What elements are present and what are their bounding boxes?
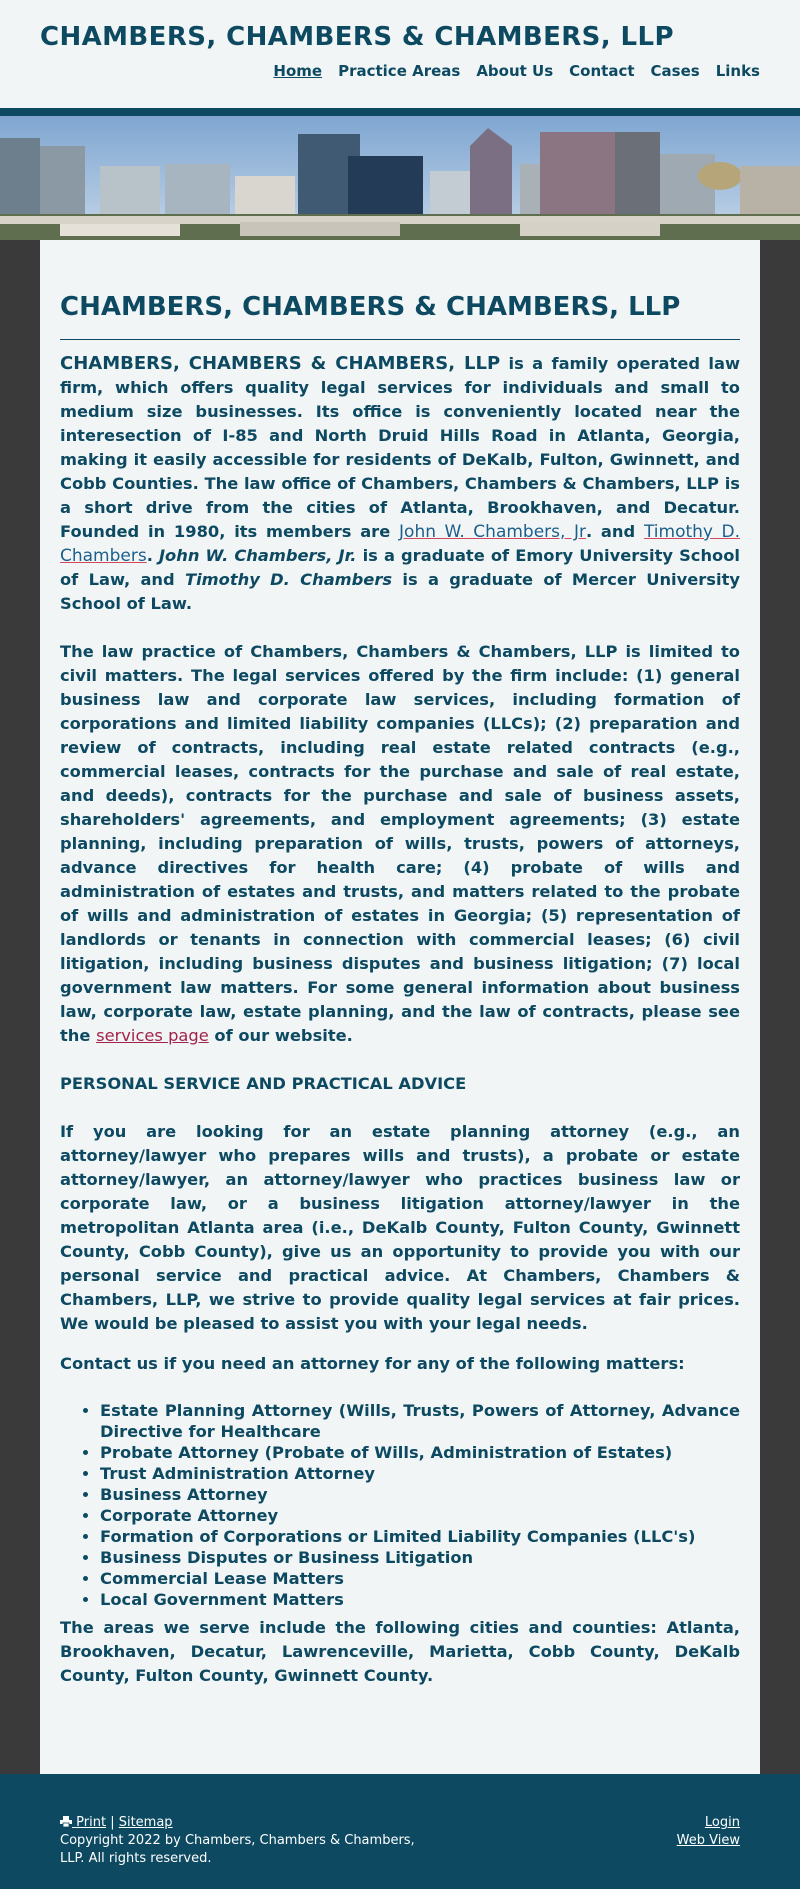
practice-text-2: of our website. [208, 1026, 353, 1045]
main-nav [273, 62, 760, 80]
member-name-timothy: Timothy D. Chambers [185, 570, 393, 589]
footer-links [60, 1814, 440, 1832]
practice-text-1: The law practice of Chambers, Chambers & Chambers, LLP is limited to civil matters. The legal services offered by the firm include: (1) general business law and corporate law services, including formation of corporations and limited liability companies (LLCs); (2) preparation and review of contracts, including real estate related contracts (e.g., commercial leases, contracts for the purchase and sale of real estate, and deeds), contracts for the purchase and sale of business assets, shareholders' agreements, and employment agreements; (3) estate planning, including preparation of wills, trusts, powers of attorneys, advance directives for health care; (4) probate of wills and administration of estates and trusts, and matters related to the probate of wills and administration of estates in Georgia; (5) representation of landlords or tenants in connection with commercial leases; (6) civil litigation, including business disputes and business litigation; (7) local government law matters. For some general information about business law, corporate law, estate planning, and the law of contracts, please see the [60, 642, 740, 1045]
copyright-text: Copyright 2022 by Chambers, Chambers & Chambers, LLP. All rights reserved. [60, 1833, 415, 1866]
advice-paragraph: If you are looking for an estate planning attorney (e.g., an attorney/lawyer who prepares wills and trusts), a probate or estate attorney/lawyer, an attorney/lawyer who practices business law or corporate law, or a business litigation attorney/lawyer in the metropolitan Atlanta area (i.e., DeKalb County, Fulton County, Gwinnett County, Cobb County), give us an opportunity to provide you with our personal service and practical advice. At Chambers, Chambers & Chambers, LLP, we strive to provide quality legal services at fair prices. We would be pleased to assist you with your legal needs. [60, 1122, 740, 1333]
timothy-chambers-link[interactable]: Timothy D. Chambers [60, 522, 740, 566]
contact-intro: Contact us if you need an attorney for any of the following matters: [60, 1354, 685, 1373]
intro-text-4: is a graduate of Emory University School of Law, and [60, 546, 740, 589]
nav-practice-areas[interactable]: Practice Areas [338, 62, 461, 80]
list-item: • Formation of Corporations or Limited Liability Companies (LLC's) [100, 1526, 740, 1547]
list-item: • Commercial Lease Matters [100, 1568, 740, 1589]
title-divider [60, 339, 740, 340]
header-band [0, 108, 800, 116]
footer-left [60, 1814, 440, 1868]
main-content [40, 240, 760, 1774]
list-item: • Business Attorney [100, 1484, 740, 1505]
intro-text-3: . [146, 546, 159, 565]
printer-icon [60, 1815, 72, 1826]
page-title: CHAMBERS, CHAMBERS & CHAMBERS, LLP [60, 292, 681, 322]
list-item: • Corporate Attorney [100, 1505, 740, 1526]
nav-about-us[interactable]: About Us [476, 62, 554, 80]
site-footer [0, 1774, 800, 1889]
nav-links[interactable]: Links [715, 62, 760, 80]
site-title: CHAMBERS, CHAMBERS & CHAMBERS, LLP [40, 22, 674, 52]
intro-text-2: . and [585, 522, 644, 541]
section-heading: PERSONAL SERVICE AND PRACTICAL ADVICE [60, 1074, 467, 1093]
footer-right [677, 1814, 740, 1850]
matters-list [100, 1400, 740, 1610]
web-view-link[interactable]: Web View [676, 1833, 740, 1848]
list-item: • Trust Administration Attorney [100, 1463, 740, 1484]
print-link[interactable] [60, 1815, 106, 1830]
content-body [60, 352, 740, 1712]
footer-separator: | [110, 1815, 115, 1830]
service-areas-paragraph: The areas we serve include the following cities and counties: Atlanta, Brookhaven, Decatur, Lawrenceville, Marietta, Cobb County, DeKalb County, Fulton County, Gwinnett County. [60, 1618, 740, 1685]
intro-paragraph [60, 352, 740, 616]
intro-text-5: is a graduate of Mercer University School of Law. [60, 570, 740, 613]
services-page-link[interactable]: services page [96, 1026, 209, 1045]
firm-name: CHAMBERS, CHAMBERS & CHAMBERS, LLP [60, 353, 501, 374]
list-item: • Probate Attorney (Probate of Wills, Administration of Estates) [100, 1442, 740, 1463]
john-chambers-link[interactable]: John W. Chambers, Jr [399, 522, 586, 542]
list-item: • Local Government Matters [100, 1589, 740, 1610]
practice-paragraph [60, 640, 740, 1048]
member-name-john: John W. Chambers, Jr. [159, 546, 357, 565]
nav-home[interactable]: Home [273, 62, 323, 80]
list-item: • Business Disputes or Business Litigation [100, 1547, 740, 1568]
print-label: Print [76, 1815, 107, 1830]
site-header [0, 0, 800, 110]
nav-cases[interactable]: Cases [650, 62, 700, 80]
nav-contact[interactable]: Contact [569, 62, 635, 80]
list-item: • Estate Planning Attorney (Wills, Trusts, Powers of Attorney, Advance Directive for Healthcare [100, 1400, 740, 1442]
sitemap-link[interactable]: Sitemap [118, 1815, 173, 1830]
intro-text-1: is a family operated law firm, which offers quality legal services for individuals and small to medium size businesses. Its office is conveniently located near the interesection of I-85 and North Druid Hills Road in Atlanta, Georgia, making it easily accessible for residents of DeKalb, Fulton, Gwinnett, and Cobb Counties. The law office of Chambers, Chambers & Chambers, LLP is a short drive from the cities of Atlanta, Brookhaven, and Decatur. Founded in 1980, its members are [60, 354, 740, 541]
login-link[interactable]: Login [704, 1815, 740, 1830]
city-skyline-banner [0, 116, 800, 240]
